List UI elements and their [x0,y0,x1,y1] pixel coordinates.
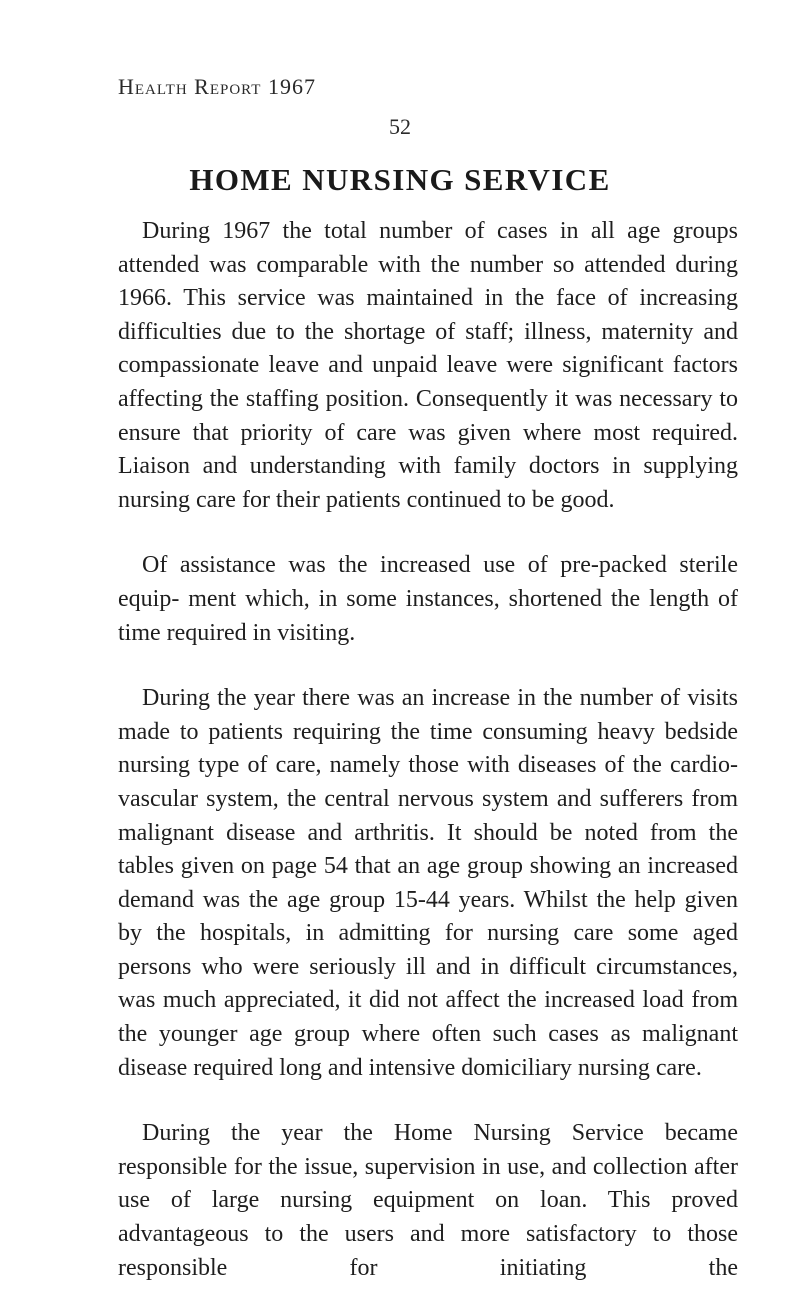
paragraph-nursing-equipment: During the year the Home Nursing Service became responsible for the issue, supervision in use, and collection after use of large nursing equipment on loan. This proved advantageous to the users and more satisfactory to those responsible for initiating the [118,1120,738,1281]
paragraph-visits-increase: During the year there was an increase in the number of visits made to patients requiring the time consuming heavy bedside nursing type of care, namely those with diseases of the cardio- vascular system, the central nervous system and sufferers from malignant disease and arthritis. It should be noted from the tables given on page 54 that an age group showing an increased demand was the age group 15-44 years. Whilst the help given by the hospitals, in admitting for nursing care some aged persons who were seriously ill and in difficult circumstances, was much appreciated, it did not affect the increased load from the younger age group where often such cases as malignant disease required long and intensive domiciliary nursing care. [118,685,738,1081]
section-title: HOME NURSING SERVICE [189,162,611,197]
paragraph-staffing: During 1967 the total number of cases in all age groups attended was comparable with the number so attended during 1966. This service was maintained in the face of increasing difficulties due to the shortage of staff; illness, maternity and compassionate leave and unpaid leave were significant factors affecting the staffing position. Consequently it was necessary to ensure that priority of care was given where most required. Liaison and understanding with family doctors in supplying nursing care for their patients continued to be good. [118,218,738,513]
body-text [118,215,738,1285]
paragraph-sterile-equipment: Of assistance was the increased use of pre-packed sterile equip- ment which, in some instances, shortened the length of time required in visiting. [118,552,738,646]
running-head: Health Report 1967 [118,74,316,99]
page-number: 52 [389,114,411,139]
